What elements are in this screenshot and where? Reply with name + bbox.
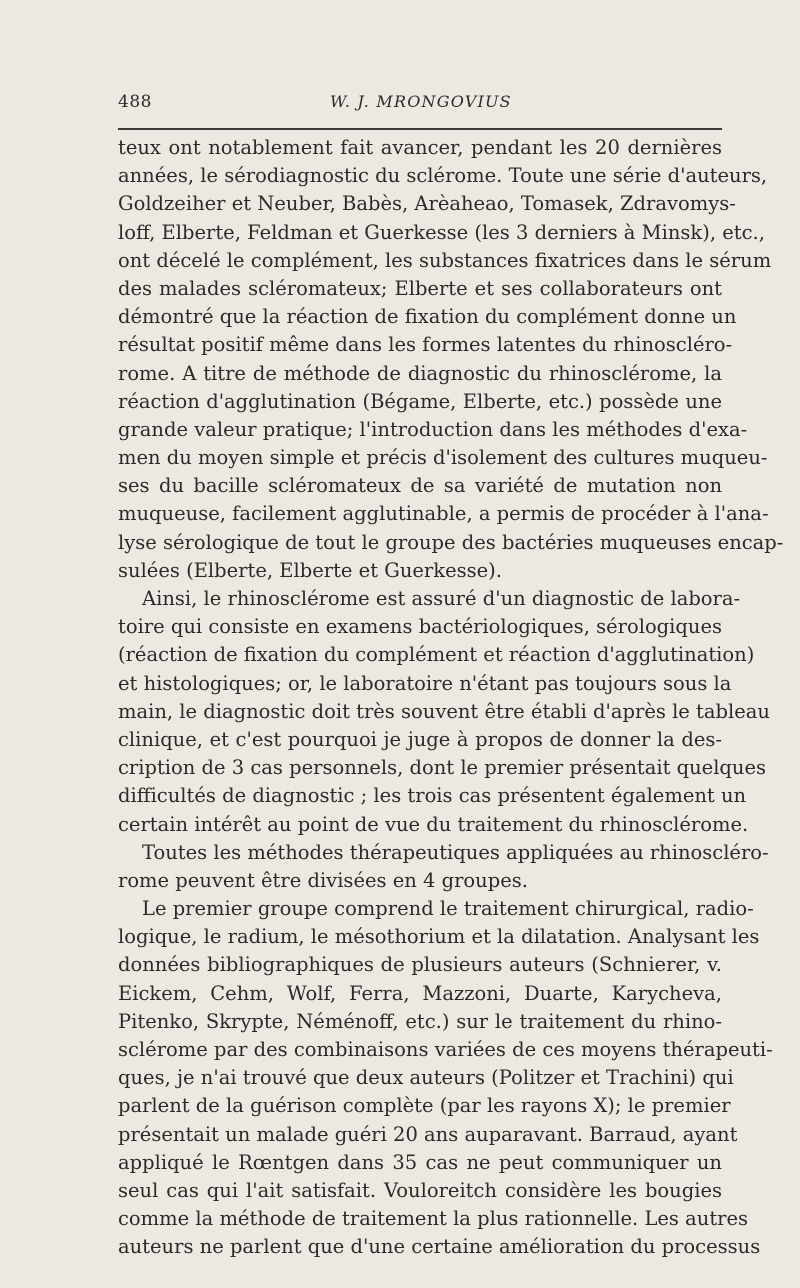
text-line: années, le sérodiagnostic du sclérome. Toute une série d'auteurs, [118,164,768,188]
text-line: lyse sérologique de tout le groupe des bactéries muqueuses encap- [118,530,784,554]
text-line: Pitenko, Skrypte, Néménoff, etc.) sur le traitement du rhino- [118,1009,722,1033]
text-line: auteurs ne parlent que d'une certaine amélioration du processus [118,1235,761,1259]
running-head: W. J. MRONGOVIUS [330,92,512,111]
text-line: logique, le radium, le mésothorium et la dilatation. Analysant les [118,925,760,949]
text-line: teux ont notablement fait avancer, pendant les 20 dernières [118,136,722,159]
text-line: cription de 3 cas personnels, dont le premier présentait quelques [118,756,767,780]
text-line: toire qui consiste en examens bactériologiques, sérologiques [118,615,722,639]
text-line: et histologiques; or, le laboratoire n'étant pas toujours sous la [118,671,732,695]
text-line: men du moyen simple et précis d'isolement des cultures muqueu- [118,446,768,470]
text-line: Goldzeiher et Neuber, Babès, Arèaheao, Tomasek, Zdravomys- [118,192,736,216]
text-line: clinique, et c'est pourquoi je juge à propos de donner la des- [118,727,722,751]
page-number: 488 [118,92,152,112]
text-line: des malades scléromateux; Elberte et ses collaborateurs ont [118,276,722,300]
text-line: Toutes les méthodes thérapeutiques appliquées au rhinoscléro- [142,840,769,864]
text-line: muqueuse, facilement agglutinable, a permis de procéder à l'ana- [118,502,769,526]
text-line: réaction d'agglutination (Bégame, Elberte, etc.) possède une [118,389,722,413]
text-line: comme la méthode de traitement la plus rationnelle. Les autres [118,1207,749,1231]
page-header [118,92,722,116]
text-line: grande valeur pratique; l'introduction dans les méthodes d'exa- [118,417,748,441]
text-line: démontré que la réaction de fixation du complément donne un [118,305,737,329]
text-line: résultat positif même dans les formes latentes du rhinoscléro- [118,333,733,357]
text-line: Eickem, Cehm, Wolf, Ferra, Mazzoni, Duarte, Karycheva, [118,981,722,1005]
text-line: certain intérêt au point de vue du traitement du rhinosclérome. [118,812,749,836]
text-line: sclérome par des combinaisons variées de ces moyens thérapeuti- [118,1038,773,1061]
body-text [118,134,784,1259]
text-line: ont décelé le complément, les substances fixatrices dans le sérum [118,248,772,272]
text-line: seul cas qui l'ait satisfait. Vouloreitch considère les bougies [118,1178,722,1202]
text-line: ques, je n'ai trouvé que deux auteurs (Politzer et Trachini) qui [118,1066,734,1090]
text-line: présentait un malade guéri 20 ans auparavant. Barraud, ayant [118,1122,738,1146]
text-line: main, le diagnostic doit très souvent être établi d'après le tableau [118,699,770,723]
header-rule [118,128,722,130]
text-line: (réaction de fixation du complément et réaction d'agglutination) [118,643,755,667]
text-line: Le premier groupe comprend le traitement chirurgical, radio- [142,897,754,921]
text-line: Ainsi, le rhinosclérome est assuré d'un diagnostic de labora- [142,587,741,610]
text-line: rome peuvent être divisées en 4 groupes. [118,868,528,892]
text-line: sulées (Elberte, Elberte et Guerkesse). [118,558,502,582]
text-line: appliqué le Rœntgen dans 35 cas ne peut communiquer un [118,1150,722,1174]
text-line: difficultés de diagnostic ; les trois cas présentent également un [118,784,747,808]
text-line: ses du bacille scléromateux de sa variété de mutation non [118,474,722,498]
text-line: loff, Elberte, Feldman et Guerkesse (les 3 derniers à Minsk), etc., [118,220,765,244]
text-line: rome. A titre de méthode de diagnostic du rhinosclérome, la [118,361,722,385]
text-line: données bibliographiques de plusieurs auteurs (Schnierer, v. [118,953,722,977]
text-line: parlent de la guérison complète (par les rayons X); le premier [118,1094,731,1118]
